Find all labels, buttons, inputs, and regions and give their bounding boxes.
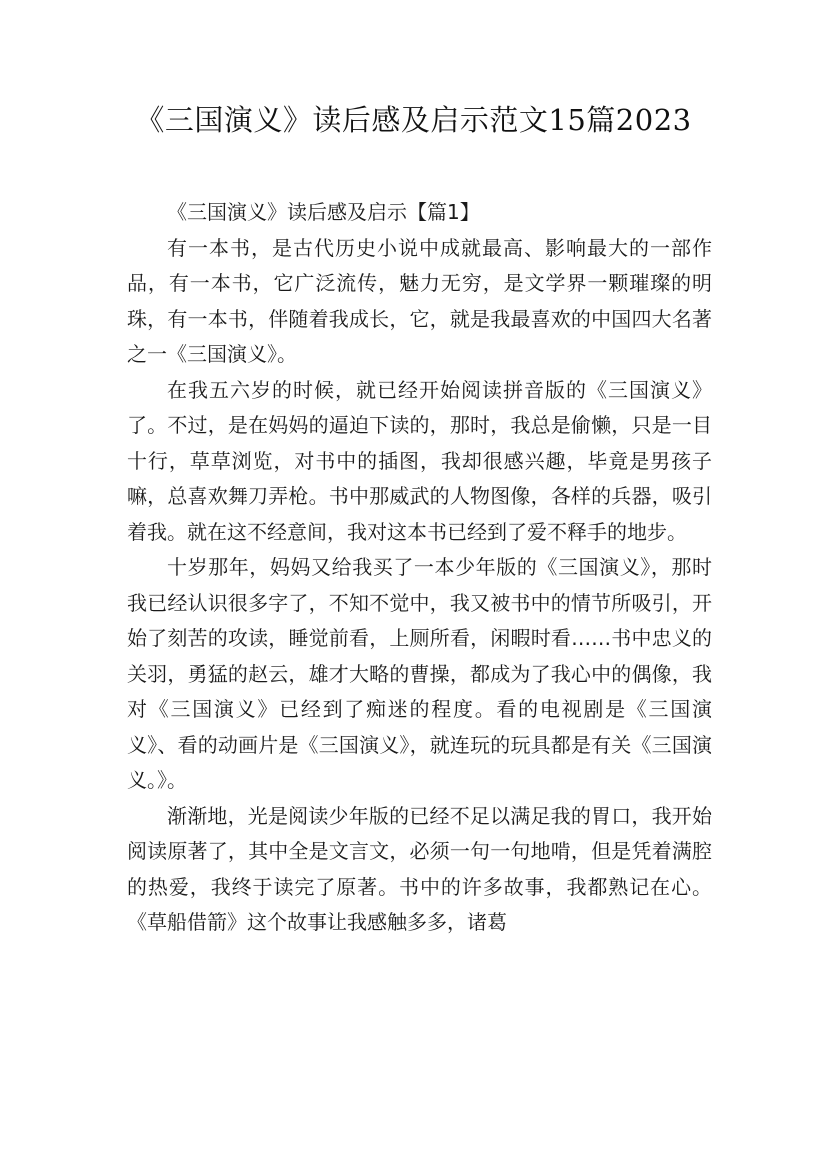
body-paragraph-1: 有一本书，是古代历史小说中成就最高、影响最大的一部作品，有一本书，它广泛流传，魅力无穷，是文学界一颗璀璨的明珠，有一本书，伴随着我成长，它，就是我最喜欢的中国四大名著之一《三国演义》。 (127, 235, 712, 366)
body-paragraph-2: 在我五六岁的时候，就已经开始阅读拼音版的《三国演义》了。不过，是在妈妈的逼迫下读的，那时，我总是偷懒，只是一目十行，草草浏览，对书中的插图，我却很感兴趣，毕竟是男孩子嘛，总喜欢舞刀弄枪。书中那威武的人物图像，各样的兵器，吸引着我。就在这不经意间，我对这本书已经到了爱不释手的地步。 (127, 377, 712, 544)
body-paragraph-3: 十岁那年，妈妈又给我买了一本少年版的《三国演义》，那时我已经认识很多字了，不知不觉中，我又被书中的情节所吸引，开始了刻苦的攻读，睡觉前看，上厕所看，闲暇时看……书中忠义的关羽，勇猛的赵云，雄才大略的曹操，都成为了我心中的偶像，我对《三国演义》已经到了痴迷的程度。看的电视剧是《三国演义》、看的动画片是《三国演义》，就连玩的玩具都是有关《三国演义。》。 (127, 555, 712, 792)
document-body (127, 195, 712, 941)
section-heading: 《三国演义》读后感及启示【篇1】 (167, 200, 480, 224)
body-paragraph-4: 渐渐地，光是阅读少年版的已经不足以满足我的胃口，我开始阅读原著了，其中全是文言文，必须一句一句地啃，但是凭着满腔的热爱，我终于读完了原著。书中的许多故事，我都熟记在心。《草船借箭》这个故事让我感触多多，诸葛 (127, 803, 712, 934)
document-title: 《三国演义》读后感及启示范文15篇2023 (135, 103, 692, 137)
